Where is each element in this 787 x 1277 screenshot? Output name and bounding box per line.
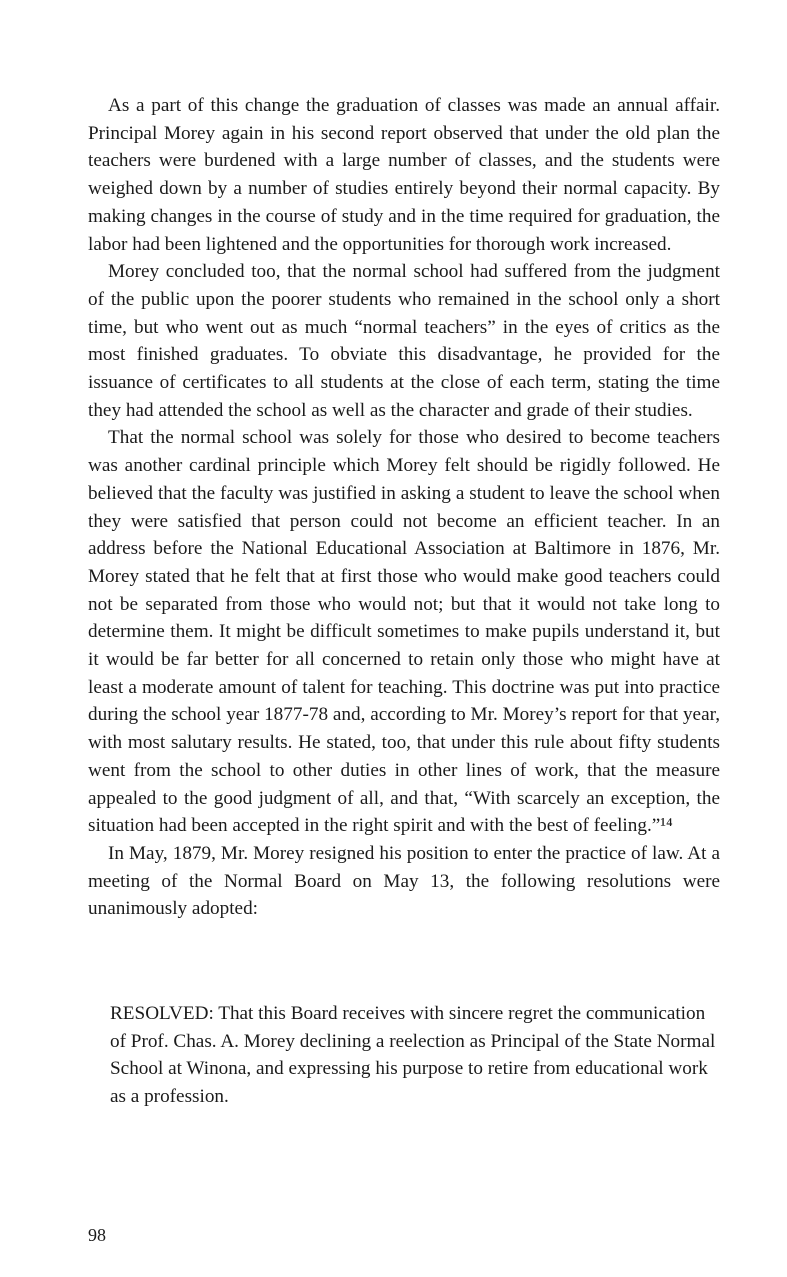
paragraph-cardinal-principle: That the normal school was solely for those who desired to become teachers was another cardinal principle which Morey felt should be rigidly followed. He believed that the faculty was justified in asking a student to leave the school when they were satisfied that person could not become an efficient teacher. In an address before the National Educational Association at Baltimore in 1876, Mr. Morey stated that he felt that at first those who would make good teachers could not be separated from those who would not; but that it would not take long to determine them. It might be difficult sometimes to make pupils understand it, but it would be far better for all concerned to retain only those who might have at least a moderate amount of talent for teaching. This doctrine was put into practice during the school year 1877-78 and, according to Mr. Morey’s report for that year, with most salutary results. He stated, too, that under this rule about fifty students went from the school to other duties in other lines of work, that the measure appealed to the good judgment of all, and that, “With scarcely an exception, the situation had been accepted in the right spirit and with the best of feeling.”¹⁴ bbox=[88, 427, 720, 837]
page-number: 98 bbox=[88, 1225, 106, 1245]
paragraph-resignation: In May, 1879, Mr. Morey resigned his position to enter the practice of law. At a meeting of the Normal Board on May 13, the following resolutions were unanimously adopted: bbox=[88, 842, 720, 920]
paragraph-graduation-change: As a part of this change the graduation of classes was made an annual affair. Principal Morey again in his second report observed that under the old plan the teachers were burdened with a large number of classes, and the students were weighed down by a number of studies entirely beyond their normal capacity. By making changes in the course of study and in the time required for graduation, the labor had been lightened and the opportunities for thorough work increased. bbox=[88, 95, 720, 255]
resolution-block-quote bbox=[110, 1000, 720, 1110]
body-text bbox=[88, 92, 720, 923]
resolution-text: RESOLVED: That this Board receives with sincere regret the communication of Prof. Chas. A. Morey declining a reelection as Principal of the State Normal School at Winona, and expressing his purpose to retire from educational work as a profession. bbox=[110, 1003, 716, 1107]
paragraph-certificates: Morey concluded too, that the normal school had suffered from the judgment of the public upon the poorer students who remained in the school only a short time, but who went out as much “normal teachers” in the eyes of critics as the most finished graduates. To obviate this disadvantage, he provided for the issuance of certificates to all students at the close of each term, stating the time they had attended the school as well as the character and grade of their studies. bbox=[88, 261, 720, 421]
